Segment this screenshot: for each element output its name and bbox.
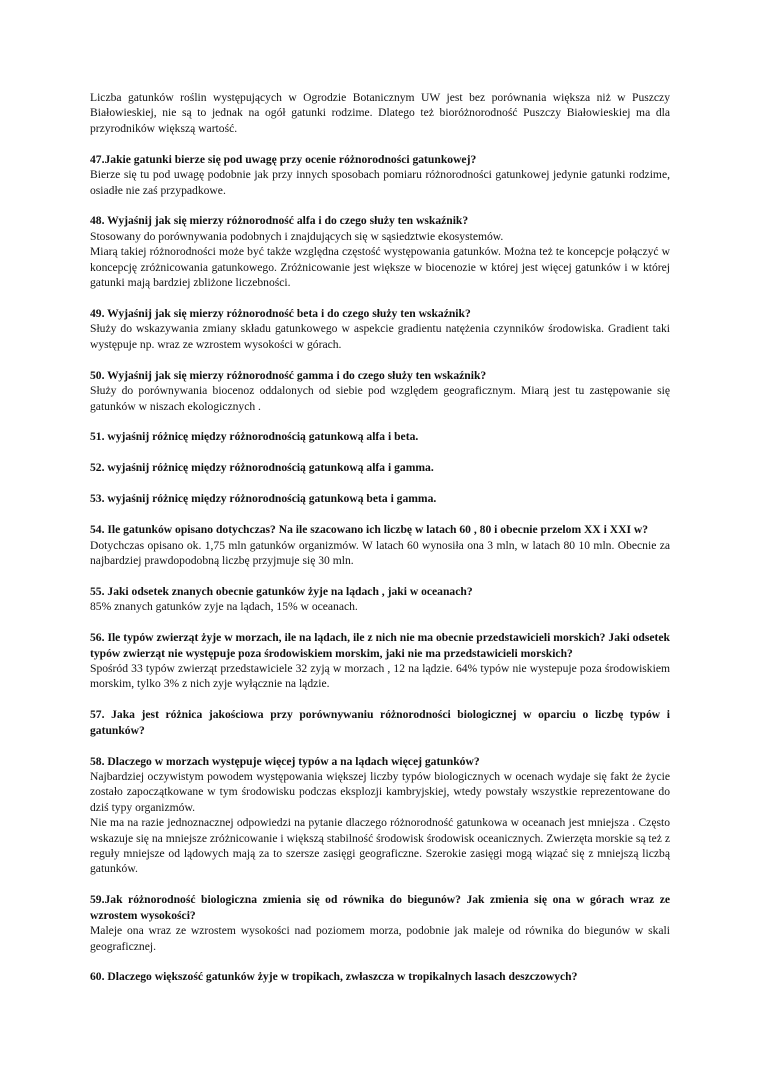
qa-block xyxy=(90,969,670,984)
qa-block xyxy=(90,584,670,615)
qa-block xyxy=(90,522,670,568)
qa-block xyxy=(90,707,670,738)
qa-block xyxy=(90,152,670,198)
answer-paragraph: Miarą takiej różnorodności może być także względna częstość występowania gatunków. Można też te koncepcje połączyć w koncepcję zróżnicowania gatunkowego. Zróżnicowanie jest większe w biocenozie w której jest więcej gatunków i w której gatunki mają bardziej zbliżone liczebności. xyxy=(90,245,670,290)
intro-block xyxy=(90,90,670,136)
question-heading: 56. Ile typów zwierząt żyje w morzach, ile na lądach, ile z nich nie ma obecnie przedstawicieli morskich? Jaki odsetek typów zwierząt nie występuje poza środowiskiem morskim, jaki nie ma przedstawicieli morskich? xyxy=(90,631,670,660)
question-heading: 47.Jakie gatunki bierze się pod uwagę przy ocenie różnorodności gatunkowej? xyxy=(90,152,477,166)
qa-block xyxy=(90,630,670,692)
answer-paragraph: Bierze się tu pod uwagę podobnie jak przy innych sposobach pomiaru różnorodności gatunkowej jedynie gatunki rodzime, osiadłe nie zaś przypadkowe. xyxy=(90,168,670,197)
answer-paragraph: Najbardziej oczywistym powodem występowania większej liczby typów biologicznych w ocenach wydaje się fakt że życie zostało zapoczątkowane w tym środowisku podczas eksplozji kambryjskiej, wtedy powstały wszystkie reprezentowane do dziś typy organizmów. xyxy=(90,770,670,814)
question-heading: 60. Dlaczego większość gatunków żyje w tropikach, zwłaszcza w tropikalnych lasach deszczowych? xyxy=(90,970,578,984)
question-heading: 57. Jaka jest różnica jakościowa przy porównywaniu różnorodności biologicznej w oparciu o liczbę typów i gatunków? xyxy=(90,708,670,737)
question-heading: 55. Jaki odsetek znanych obecnie gatunków żyje na lądach , jaki w oceanach? xyxy=(90,584,473,598)
qa-block xyxy=(90,213,670,290)
qa-block xyxy=(90,754,670,877)
question-heading: 50. Wyjaśnij jak się mierzy różnorodność gamma i do czego służy ten wskaźnik? xyxy=(90,368,487,382)
qa-block xyxy=(90,460,670,475)
question-heading: 51. wyjaśnij różnicę między różnorodnością gatunkową alfa i beta. xyxy=(90,430,419,444)
question-heading: 49. Wyjaśnij jak się mierzy różnorodność beta i do czego służy ten wskaźnik? xyxy=(90,306,471,320)
answer-paragraph: Dotychczas opisano ok. 1,75 mln gatunków organizmów. W latach 60 wynosiła ona 3 mln, w latach 80 10 mln. Obecnie za najbardziej prawdopodobną liczbę przyjmuje się 30 mln. xyxy=(90,538,670,567)
qa-list xyxy=(90,152,670,985)
answer-paragraph: Służy do porównywania biocenoz oddalonych od siebie pod względem geograficznym. Miarą jest tu zastępowanie się gatunków w niszach ekologicznych . xyxy=(90,384,670,413)
document-page xyxy=(90,90,670,1000)
question-heading: 58. Dlaczego w morzach występuje więcej typów a na lądach więcej gatunków? xyxy=(90,754,480,768)
question-heading: 59.Jak różnorodność biologiczna zmienia się od równika do biegunów? Jak zmienia się ona w górach wraz ze wzrostem wysokości? xyxy=(90,893,670,922)
qa-block xyxy=(90,429,670,444)
question-heading: 48. Wyjaśnij jak się mierzy różnorodność alfa i do czego służy ten wskaźnik? xyxy=(90,214,469,228)
answer-paragraph: Maleje ona wraz ze wzrostem wysokości nad poziomem morza, podobnie jak maleje od równika do biegunów w skali geograficznej. xyxy=(90,924,670,953)
answer-paragraph: 85% znanych gatunków zyje na lądach, 15% w oceanach. xyxy=(90,600,358,614)
question-heading: 53. wyjaśnij różnicę między różnorodnością gatunkową beta i gamma. xyxy=(90,492,437,506)
answer-paragraph: Służy do wskazywania zmiany składu gatunkowego w aspekcie gradientu natężenia czynników środowiska. Gradient taki występuje np. wraz ze wzrostem wysokości w górach. xyxy=(90,322,670,351)
qa-block xyxy=(90,306,670,352)
answer-paragraph: Stosowany do porównywania podobnych i znajdujących się w sąsiedztwie ekosystemów. xyxy=(90,229,504,243)
question-heading: 52. wyjaśnij różnicę między różnorodnością gatunkową alfa i gamma. xyxy=(90,461,434,475)
qa-block xyxy=(90,368,670,414)
qa-block xyxy=(90,491,670,506)
qa-block xyxy=(90,892,670,954)
intro-paragraph: Liczba gatunków roślin występujących w Ogrodzie Botanicznym UW jest bez porównania większa niż w Puszczy Białowieskiej, nie są to jednak na ogół gatunki rodzime. Dlatego też bioróżnorodność Puszczy Białowieskiej ma dla przyrodników większą wartość. xyxy=(90,91,670,135)
answer-paragraph: Nie ma na razie jednoznacznej odpowiedzi na pytanie dlaczego różnorodność gatunkowa w oceanach jest mniejsza . Często wskazuje się na mniejsze zróżnicowanie i większą stabilność środowisk środowisk oceanicznych. Zwierzęta morskie są też z reguły mniejsze od lądowych mają za to szersze zasięgi geograficzne. Szerokie zasięgi mogą wiązać się z mniejszą liczbą gatunków. xyxy=(90,816,670,876)
question-heading: 54. Ile gatunków opisano dotychczas? Na ile szacowano ich liczbę w latach 60 , 80 i obecnie przelom XX i XXI w? xyxy=(90,523,649,537)
answer-paragraph: Spośród 33 typów zwierząt przedstawiciele 32 zyją w morzach , 12 na lądzie. 64% typów nie wystepuje poza środowiskiem morskim, tylko 3% z nich zyje wyłącznie na lądzie. xyxy=(90,661,670,691)
